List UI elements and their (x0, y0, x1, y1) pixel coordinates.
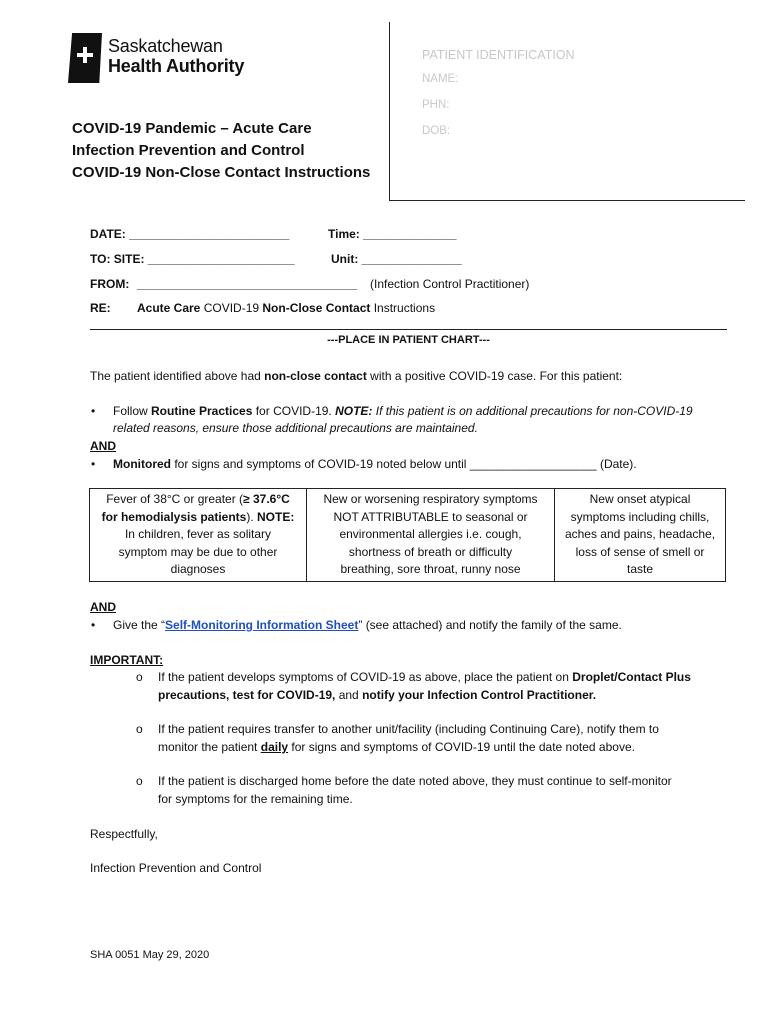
title-line-2: Infection Prevention and Control (72, 142, 305, 159)
from-role: (Infection Control Practitioner) (370, 277, 530, 291)
bullet-monitored: • Monitored for signs and symptoms of COVID-19 noted below until ___________________ (Date). (91, 457, 637, 471)
signature: Infection Prevention and Control (90, 861, 262, 875)
patient-dob-label: DOB: (422, 125, 451, 137)
time-field[interactable]: Time: ______________ (328, 227, 457, 241)
title-line-1: COVID-19 Pandemic – Acute Care (72, 120, 312, 137)
from-field[interactable]: _________________________________ (137, 277, 358, 291)
bullet-self-monitoring: • Give the “Self-Monitoring Information Sheet” (see attached) and notify the family of the same. (91, 618, 622, 632)
from-label: FROM: (90, 277, 130, 291)
unit-field[interactable]: Unit: _______________ (331, 252, 462, 266)
and-1: AND (90, 439, 116, 453)
symptoms-table (89, 488, 726, 582)
symptom-atypical: New onset atypical symptoms including chills, aches and pains, headache, loss of sense of smell or taste (555, 489, 726, 582)
divider (90, 329, 727, 330)
site-field[interactable]: TO: SITE: ______________________ (90, 252, 295, 266)
cross-icon (77, 47, 93, 63)
place-in-chart: ---PLACE IN PATIENT CHART--- (327, 334, 490, 346)
and-2: AND (90, 600, 116, 614)
closing: Respectfully, (90, 827, 158, 841)
self-monitoring-sheet-link[interactable]: Self-Monitoring Information Sheet (165, 618, 359, 632)
intro-text: The patient identified above had non-close contact with a positive COVID-19 case. For this patient: (90, 369, 623, 383)
instruction-develops-symptoms: o If the patient develops symptoms of COVID-19 as above, place the patient on Droplet/Contact Plus precautions, test for COVID-19, and notify your Infection Control Practitioner. (136, 670, 691, 702)
re-subject: Acute Care COVID-19 Non-Close Contact Instructions (137, 301, 436, 315)
document-title (72, 118, 370, 184)
instruction-transfer: o If the patient requires transfer to another unit/facility (including Continuing Care), notify them to monitor the patient daily for signs and symptoms of COVID-19 until the date noted above. (136, 722, 659, 754)
instruction-discharged: o If the patient is discharged home before the date noted above, they must continue to self-monitor for symptoms for the remaining time. (136, 774, 672, 806)
important-heading: IMPORTANT: (90, 653, 164, 667)
patient-name-label: NAME: (422, 73, 459, 85)
bullet-routine-practices: • Follow Routine Practices for COVID-19. NOTE: If this patient is on additional precautions for non-COVID-19 related reasons, ensure those additional precautions are maintained. (91, 404, 693, 435)
date-field[interactable]: DATE: ________________________ (90, 227, 290, 241)
symptom-respiratory: New or worsening respiratory symptoms NOT ATTRIBUTABLE to seasonal or environmental allergies i.e. cough, shortness of breath or difficulty breathing, sore throat, runny nose (307, 489, 555, 582)
title-line-3: COVID-19 Non-Close Contact Instructions (72, 164, 371, 181)
org-name-line2: Health Authority (108, 56, 245, 76)
org-name-line1: Saskatchewan (108, 36, 223, 56)
patient-phn-label: PHN: (422, 99, 450, 111)
patient-id-header: PATIENT IDENTIFICATION (422, 48, 575, 62)
symptom-fever: Fever of 38°C or greater (≥ 37.6°C for hemodialysis patients). NOTE: In children, fever as solitary symptom may be due to other diagnoses (90, 489, 307, 582)
sha-logo-icon (68, 33, 102, 83)
footer-form-id: SHA 0051 May 29, 2020 (90, 949, 210, 961)
re-label: RE: (90, 301, 111, 315)
